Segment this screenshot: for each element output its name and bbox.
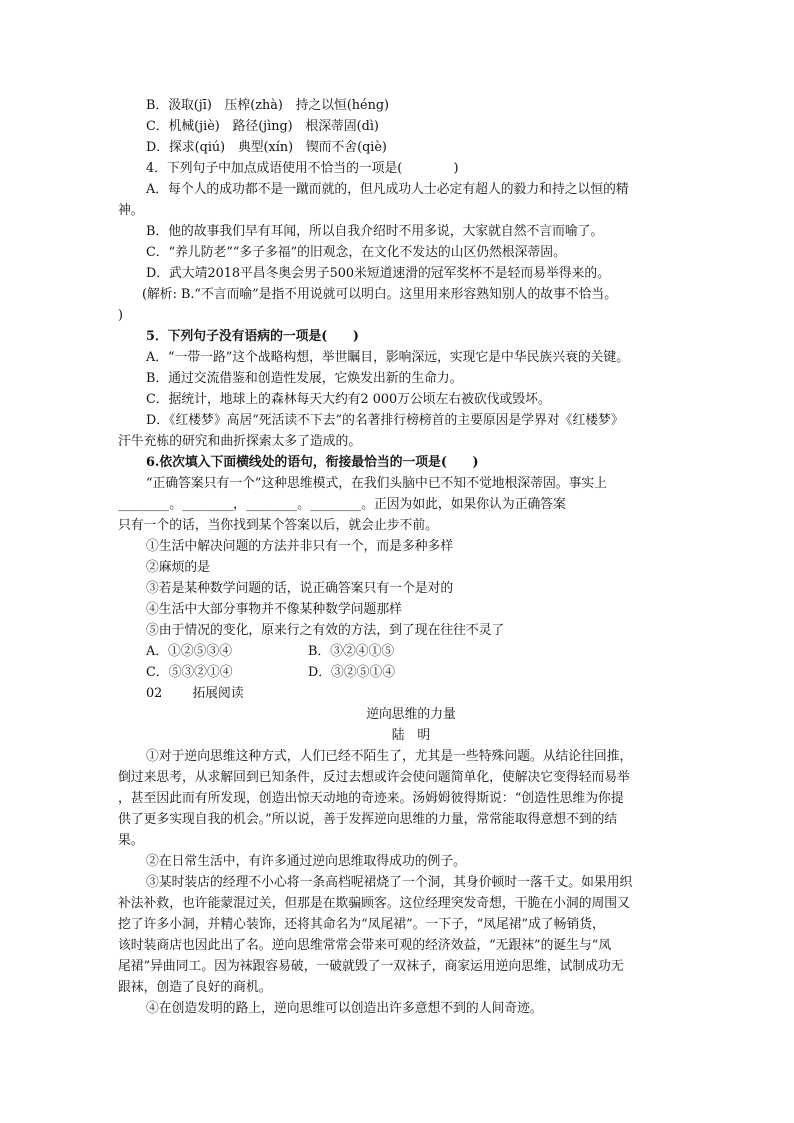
q6-option-d: D．③②⑤①④ [308, 665, 396, 680]
q4-option-d: D．武大靖2018平昌冬奥会男子500米短道速滑的冠军奖杯不是轻而易举得来的。 [146, 266, 610, 281]
q5-option-c: C．据统计，地球上的森林每天大约有2 000万公顷左右被砍伐或毁坏。 [146, 392, 551, 407]
q6-item-1: ①生活中解决问题的方法并非只有一个，而是多种多样 [146, 539, 454, 554]
q5-option-b: B．通过交流借鉴和创造性发展，它焕发出新的生命力。 [146, 371, 463, 386]
article-line: 果。 [118, 833, 144, 848]
q4-option-a-line1: A．每个人的成功都不是一蹴而就的，但凡成功人士必定有超人的毅力和持之以恒的精 [146, 182, 629, 197]
article-line: ①对于逆向思维这种方式，人们已经不陌生了，尤其是一些特殊问题。从结论往回推， [146, 749, 633, 764]
q6-item-4: ④生活中大部分事物并不像某种数学问题那样 [146, 602, 402, 617]
article-line: 挖了许多小洞，并精心装饰，还将其命名为“凤尾裙”。一下子，“凤尾裙”成了畅销货， [118, 917, 605, 932]
q6-stem: 6.依次填入下面横线处的语句，衔接最恰当的一项是( ) [146, 455, 479, 470]
q5-stem: 5．下列句子没有语病的一项是( ) [146, 329, 359, 344]
article-line: 该时装商店也因此出了名。逆向思维常常会带来可观的经济效益，“无跟袜”的诞生与“凤 [118, 938, 612, 953]
q4-option-a-line2: 神。 [118, 203, 144, 218]
q6-item-5: ⑤由于情况的变化，原来行之有效的方法，到了现在往往不灵了 [146, 623, 505, 638]
article-line: 跟袜，创造了良好的商机。 [118, 980, 272, 995]
q4-analysis-line1: (解析: B.“不言而喻”是指不用说就可以明白。这里用来形容熟知别人的故事不恰当。 [142, 287, 618, 302]
q5-option-a: A．“一带一路”这个战略构想，举世瞩目，影响深远，实现它是中华民族兴衰的关键。 [146, 350, 630, 365]
q6-passage-line2: ________。________，________。________。正因为如此，如果你认为正确答案 [118, 497, 566, 512]
q6-passage-line3: 只有一个的话，当你找到某个答案以后，就会止步不前。 [118, 518, 438, 533]
q3-option-d: D．探求(qiú) 典型(xín) 锲而不舍(qiè) [146, 140, 387, 155]
article-line: 倒过来思考，从求解回到已知条件，反过去想或许会使问题简单化，使解决它变得轻而易举 [118, 770, 630, 785]
article-author: 陆 明 [391, 728, 431, 743]
section-number: 02 [146, 686, 163, 701]
q6-item-2: ②麻烦的是 [146, 560, 210, 575]
article-line: 尾裙”异曲同工。因为袜跟容易破，一破就毁了一双袜子，商家运用逆向思维，试制成功无 [118, 959, 624, 974]
q6-options-row2 [146, 665, 396, 681]
q6-option-c: C．⑤③②①④ [146, 665, 233, 680]
q4-option-b: B．他的故事我们早有耳闻，所以自我介绍时不用多说，大家就自然不言而喻了。 [146, 224, 604, 239]
q4-analysis-line2: ) [118, 308, 123, 323]
q6-option-b: B．③②④①⑤ [308, 644, 395, 659]
q6-item-3: ③若是某种数学问题的话，说正确答案只有一个是对的 [146, 581, 454, 596]
q3-option-b: B．汲取(jī) 压榨(zhà) 持之以恒(héng) [146, 98, 390, 113]
q5-option-d-line2: 汗牛充栋的研究和曲折探索太多了造成的。 [118, 434, 362, 449]
q4-option-c: C．“养儿防老”“多子多福”的旧观念，在文化不发达的山区仍然根深蒂固。 [146, 245, 566, 260]
article-line: 补法补救，也许能蒙混过关，但那是在欺骗顾客。这位经理突发奇想，干脆在小洞的周围又 [118, 896, 630, 911]
article-line: ③某时装店的经理不小心将一条高档呢裙烧了一个洞，其身价顿时一落千丈。如果用织 [146, 875, 633, 890]
section-title: 拓展阅读 [192, 686, 244, 701]
q6-passage-line1: “正确答案只有一个”这种思维模式，在我们头脑中已不知不觉地根深蒂固。事实上 [146, 476, 607, 491]
article-line: ，甚至因此而有所发现，创造出惊天动地的奇迹来。汤姆姆彼得斯说：“创造性思维为你提 [118, 791, 624, 806]
article-line: ②在日常生活中，有许多通过逆向思维取得成功的例子。 [146, 854, 466, 869]
q3-option-c: C．机械(jiè) 路径(jìng) 根深蒂固(dì) [146, 119, 379, 134]
q6-options-row1 [146, 644, 395, 660]
q5-option-d-line1: D．《红楼梦》高居“死活读不下去”的名著排行榜榜首的主要原因是学界对《红楼梦》 [146, 413, 624, 428]
article-line: 供了更多实现自我的机会。”所以说，善于发挥逆向思维的力量，常常能取得意想不到的结 [118, 812, 618, 827]
article-title: 逆向思维的力量 [366, 707, 456, 722]
q4-stem: 4．下列句子中加点成语使用不恰当的一项是( ) [146, 161, 459, 176]
article-line: ④在创造发明的路上，逆向思维可以创造出许多意想不到的人间奇迹。 [146, 1001, 543, 1016]
q6-option-a: A．①②⑤③④ [146, 644, 233, 659]
section-heading [146, 686, 244, 702]
